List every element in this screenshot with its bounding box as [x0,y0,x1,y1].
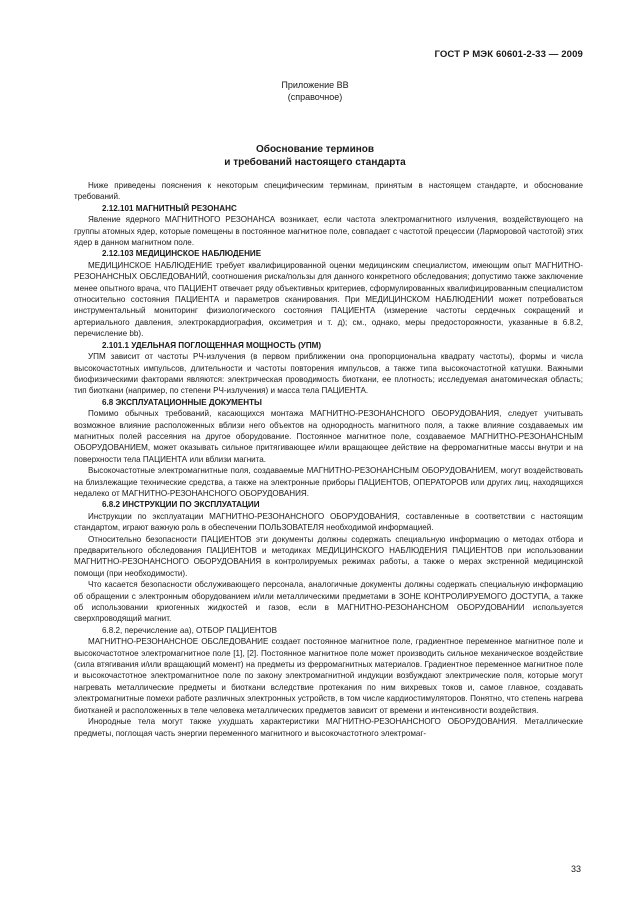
body-paragraph: Ниже приведены пояснения к некоторым специфическим терминам, принятым в настоящем стандарте, и обоснование требований. [74,181,583,202]
body-paragraph: Инструкции по эксплуатации МАГНИТНО-РЕЗОНАНСНОГО ОБОРУДОВАНИЯ, составленные в соответствии с настоящим стандартом, играют важную роль в обеспечении ПОЛЬЗОВАТЕЛЯ необходимой информацией. [74,511,583,533]
body-paragraph: УПМ зависит от частоты РЧ-излучения (в первом приближении она пропорциональна квадрату частоты), формы и числа высокочастотных импульсов, длительности и частоты повторения импульсов, а также типа высокочастотной катушки. Важными биофизическими факторами являются: электрическая проводимость биоткани, ее плотность; исследуемая анатомическая область; тип биоткани (например, по степени РЧ-излучения) и масса тела ПАЦИЕНТА. [74,352,583,396]
appendix-title: Приложение ВВ [281,80,349,90]
page-number: 33 [570,864,581,874]
section-title-line-1: Обоснование терминов [255,144,375,155]
section-title-line-2: и требований настоящего стандарта [224,157,406,168]
body-paragraph: МАГНИТНО-РЕЗОНАНСНОЕ ОБСЛЕДОВАНИЕ создает постоянное магнитное поле, градиентное переменное магнитное поле и высокочастотное электромагнитное поле [1], [2]. Постоянное магнитное поле может производить сильное механическое воздействие (сила втягивания и/или вращающий момент) на предметы из ферромагнитных материалов. Градиентное переменное магнитное поле и высокочастотное электромагнитное поле по закону электромагнитной индукции возбуждают электрические поля, которые могут нагревать металлические предметы и биоткани вследствие протекания по ним вихревых токов и, самое главное, создавать электромагнитные помехи работе различных электронных устройств, в том числе кардиостимуляторов. Понятно, что степень нагрева биотканей и расположенных в теле человека металлических предметов зависит от времени и интенсивности воздействия. [74,637,583,715]
section-heading: 6.8 ЭКСПЛУАТАЦИОННЫЕ ДОКУМЕНТЫ [102,397,262,407]
body-paragraph: Относительно безопасности ПАЦИЕНТОВ эти документы должны содержать специальную информацию о методах отбора и предварительного обследования ПАЦИЕНТОВ и методиках МЕДИЦИНСКОГО НАБЛЮДЕНИЯ ПАЦИЕНТОВ при использовании МАГНИТНО-РЕЗОНАНСНОГО ОБОРУДОВАНИЯ в контролируемых режимах работы, а также о мерах экстренной медицинской помощи (при необходимости). [74,534,583,578]
body-paragraph: Явление ядерного МАГНИТНОГО РЕЗОНАНСА возникает, если частота электромагнитного излучения, воздействующего на группы атомных ядер, которые помещены в постоянное магнитное поле, совпадает с частотой прецессии (Ларморовой частотой) этих ядер в данном магнитном поле. [74,215,583,248]
section-heading: 2.12.103 МЕДИЦИНСКОЕ НАБЛЮДЕНИЕ [102,249,262,259]
section-title [0,143,630,169]
subsection-heading: 6.8.2, перечисление аа), ОТБОР ПАЦИЕНТОВ [102,625,278,635]
appendix-heading [0,79,630,103]
body-paragraph: МЕДИЦИНСКОЕ НАБЛЮДЕНИЕ требует квалифицированной оценки медицинским специалистом, имеющим опыт МАГНИТНО-РЕЗОНАНСНЫХ ОБСЛЕДОВАНИЙ, соотношения риска/пользы для данного конкретного обследования; допустимо также заключение менее опытного врача, что ПАЦИЕНТ отвечает ряду объективных критериев, сформулированных квалифицированным специалистом относительно состояния ПАЦИЕНТА и параметров сканирования. При МЕДИЦИНСКОМ НАБЛЮДЕНИИ может потребоваться инструментальный мониторинг физиологического состояния ПАЦИЕНТА (измерение частоты сердечных сокращений и артериального давления, электрокардиография, оксиметрия и т. д); см., однако, меры предосторожности, указанные в 6.8.2, перечисление bb). [74,260,583,339]
section-heading: 6.8.2 ИНСТРУКЦИИ ПО ЭКСПЛУАТАЦИИ [102,500,260,510]
document-id-header: ГОСТ Р МЭК 60601-2-33 — 2009 [434,49,583,60]
section-heading: 2.101.1 УДЕЛЬНАЯ ПОГЛОЩЕННАЯ МОЩНОСТЬ (УПМ) [102,340,322,350]
section-heading: 2.12.101 МАГНИТНЫЙ РЕЗОНАНС [102,203,237,213]
body-paragraph: Инородные тела могут также ухудшать характеристики МАГНИТНО-РЕЗОНАНСНОГО ОБОРУДОВАНИЯ. Металлические предметы, поглощая часть энергии переменного магнитного и высокочастотного электромаг- [74,717,583,738]
body-paragraph: Что касается безопасности обслуживающего персонала, аналогичные документы должны содержать специальную информацию об обращении с электронным оборудованием и/или металлическими предметами в ЗОНЕ КОНТРОЛИРУЕМОГО ДОСТУПА, а также об использовании криогенных жидкостей и газов, если в МАГНИТНО-РЕЗОНАНСНОМ ОБОРУДОВАНИИ используется сверхпроводящий магнит. [74,580,583,624]
appendix-note: (справочное) [287,92,343,102]
body-paragraph: Высокочастотные электромагнитные поля, создаваемые МАГНИТНО-РЕЗОНАНСНЫМ ОБОРУДОВАНИЕМ, могут воздействовать на близлежащие технические средства, а также на электронные приборы ПАЦИЕНТОВ, ОПЕРАТОРОВ или других лиц, находящихся недалеко от МАГНИТНО-РЕЗОНАНСНОГО ОБОРУДОВАНИЯ. [74,466,583,498]
document-body [74,180,583,739]
body-paragraph: Помимо обычных требований, касающихся монтажа МАГНИТНО-РЕЗОНАНСНОГО ОБОРУДОВАНИЯ, следует учитывать возможное влияние расположенных вблизи него объектов на однородность магнитного поля, а также влияние создаваемых им магнитных полей рассеяния на другое оборудование. Постоянное магнитное поле, создаваемое МАГНИТНО-РЕЗОНАНСНЫМ ОБОРУДОВАНИЕМ, может оказывать сильное притягивающее и/или вращающее действие на ферромагнитные массы внутри и на поверхности тела ПАЦИЕНТА или вблизи магнита. [74,409,583,464]
